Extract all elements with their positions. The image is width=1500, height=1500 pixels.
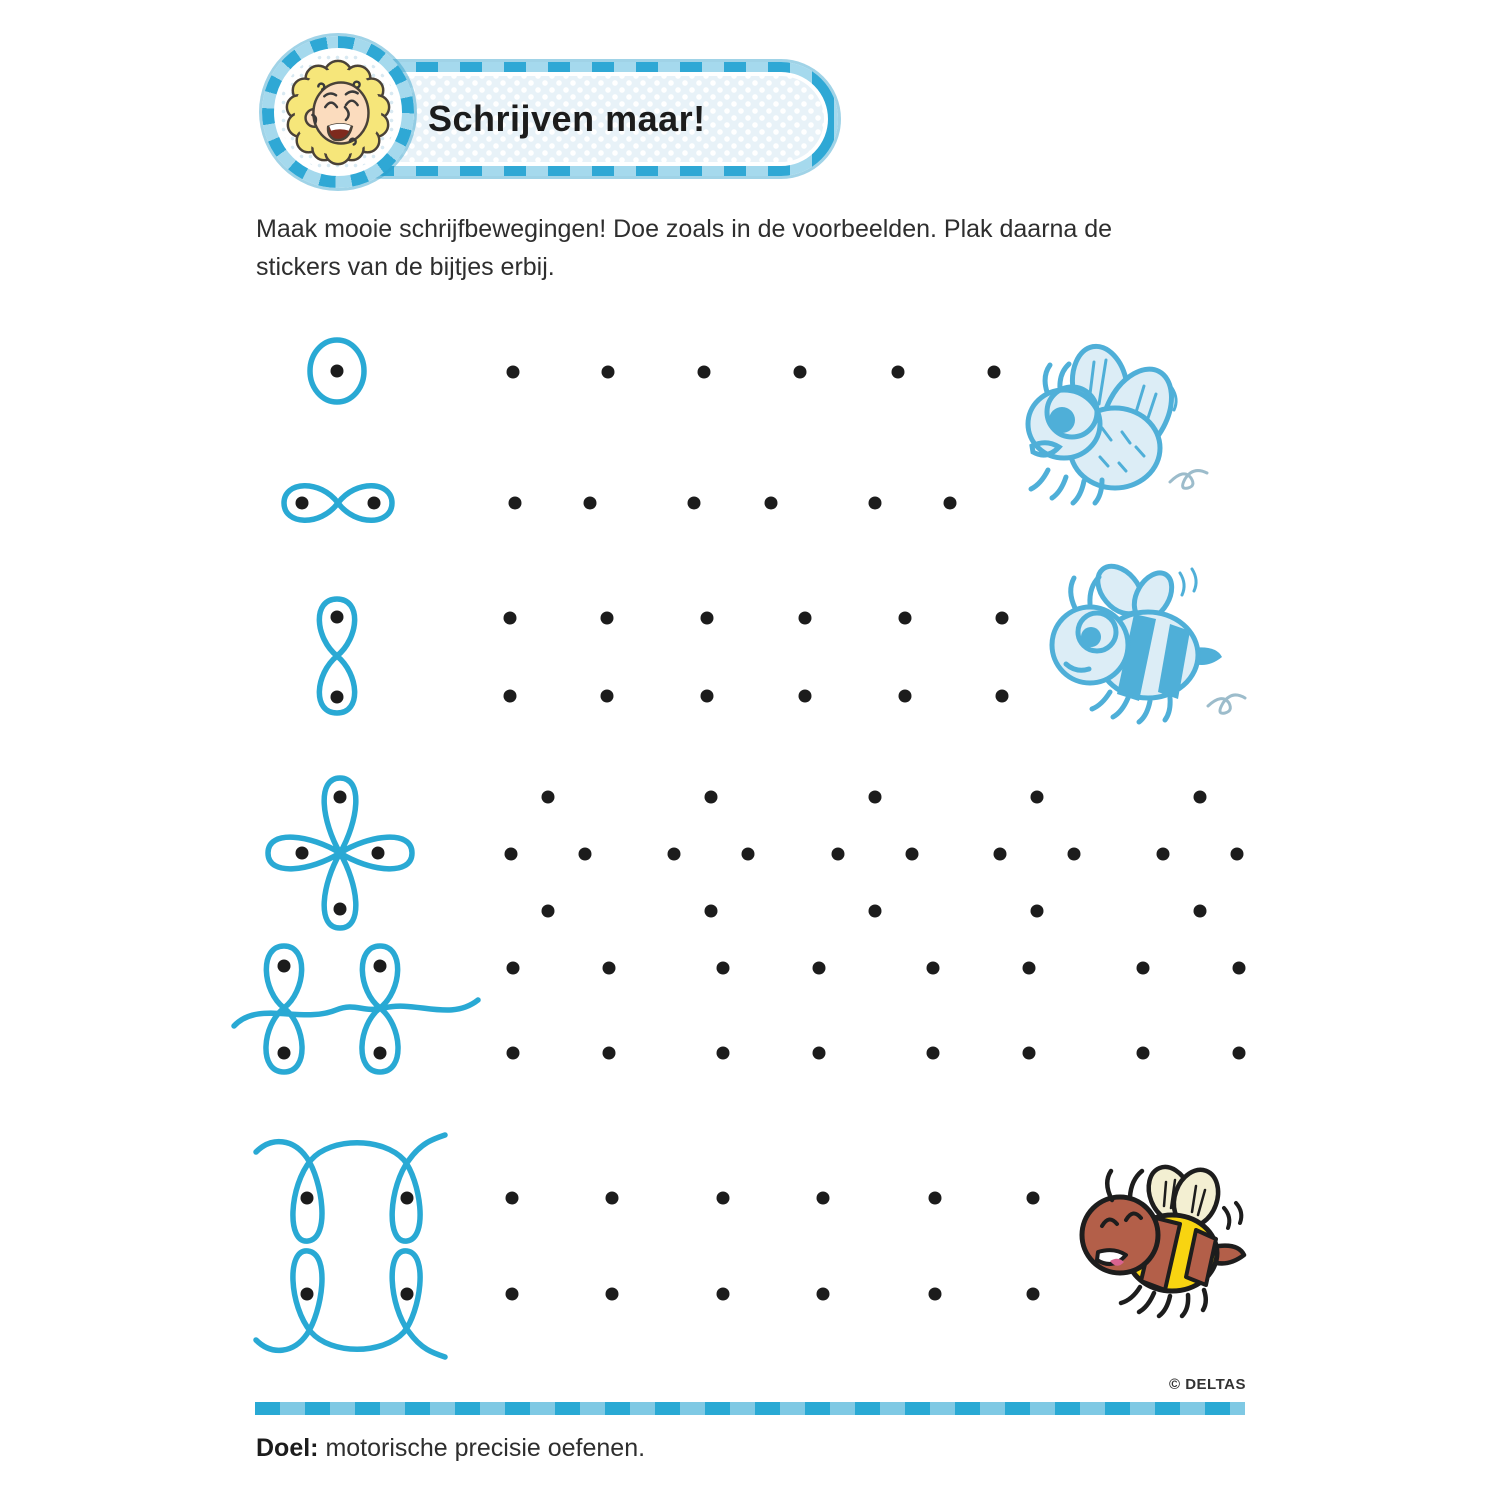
row-vertical-eight-target-dot <box>899 690 912 703</box>
row-circle-target-dot <box>602 366 615 379</box>
row-clover-target-dot <box>705 791 718 804</box>
row-arch-loops-target-dot <box>1027 1288 1040 1301</box>
instructions-line2: stickers van de bijtjes erbij. <box>256 253 555 281</box>
row-h-loop-target-dot <box>1137 962 1150 975</box>
row-clover-target-dot <box>742 848 755 861</box>
row-clover-target-dot <box>542 791 555 804</box>
row-horizontal-eight-target-dot <box>765 497 778 510</box>
row-arch-loops-target-dot <box>717 1192 730 1205</box>
row-circle-target-dot <box>794 366 807 379</box>
row-clover-target-dot <box>1231 848 1244 861</box>
row-vertical-eight-target-dot <box>996 690 1009 703</box>
row-arch-loops-target-dot <box>817 1288 830 1301</box>
row-h-loop-target-dot <box>1233 962 1246 975</box>
row-h-loop-target-dot <box>813 1047 826 1060</box>
row-circle-target-dot <box>507 366 520 379</box>
page-title: Schrijven maar! <box>428 98 706 139</box>
row-clover-target-dot <box>1157 848 1170 861</box>
example-vertical-eight-dot <box>331 691 344 704</box>
row-h-loop-target-dot <box>1233 1047 1246 1060</box>
example-h-loop-dot <box>374 960 387 973</box>
row-clover-target-dot <box>1031 905 1044 918</box>
row-vertical-eight-target-dot <box>601 612 614 625</box>
row-vertical-eight-target-dot <box>701 690 714 703</box>
row-h-loop-target-dot <box>813 962 826 975</box>
example-h-loop-dot <box>374 1047 387 1060</box>
row-clover-target-dot <box>869 905 882 918</box>
example-h-loop-dot <box>278 960 291 973</box>
row-vertical-eight-target-dot <box>701 612 714 625</box>
example-clover-dot <box>296 847 309 860</box>
row-horizontal-eight-target-dot <box>584 497 597 510</box>
goal-label: Doel: <box>256 1434 319 1462</box>
row-h-loop-target-dot <box>1023 1047 1036 1060</box>
row-clover-target-dot <box>1031 791 1044 804</box>
row-vertical-eight-target-dot <box>504 612 517 625</box>
example-arch-loops-dot <box>401 1288 414 1301</box>
row-h-loop-target-dot <box>507 1047 520 1060</box>
row-arch-loops-target-dot <box>506 1192 519 1205</box>
example-circle-dot <box>331 365 344 378</box>
row-horizontal-eight-target-dot <box>869 497 882 510</box>
row-vertical-eight-target-dot <box>996 612 1009 625</box>
row-clover-target-dot <box>1194 905 1207 918</box>
row-clover-target-dot <box>1194 791 1207 804</box>
copyright: © DELTAS <box>1169 1376 1246 1393</box>
goal-text: motorische precisie oefenen. <box>318 1434 646 1462</box>
row-vertical-eight-target-dot <box>504 690 517 703</box>
row-clover-target-dot <box>869 791 882 804</box>
row-vertical-eight-target-dot <box>899 612 912 625</box>
example-clover-dot <box>334 791 347 804</box>
row-arch-loops-target-dot <box>817 1192 830 1205</box>
row-arch-loops-target-dot <box>929 1288 942 1301</box>
row-h-loop-target-dot <box>927 962 940 975</box>
footer-stripe-divider <box>255 1402 1245 1415</box>
row-clover-target-dot <box>994 848 1007 861</box>
row-circle-target-dot <box>892 366 905 379</box>
row-vertical-eight-target-dot <box>799 690 812 703</box>
row-horizontal-eight-target-dot <box>944 497 957 510</box>
example-clover-dot <box>334 903 347 916</box>
instructions-line1: Maak mooie schrijfbewegingen! Doe zoals in de voorbeelden. Plak daarna de <box>256 215 1113 243</box>
row-clover-target-dot <box>668 848 681 861</box>
example-clover-dot <box>372 847 385 860</box>
row-h-loop-target-dot <box>1137 1047 1150 1060</box>
row-arch-loops-target-dot <box>606 1288 619 1301</box>
row-arch-loops-target-dot <box>929 1192 942 1205</box>
row-h-loop-target-dot <box>507 962 520 975</box>
row-h-loop-target-dot <box>603 1047 616 1060</box>
row-horizontal-eight-target-dot <box>688 497 701 510</box>
row-clover-target-dot <box>832 848 845 861</box>
row-h-loop-target-dot <box>717 1047 730 1060</box>
row-h-loop-target-dot <box>927 1047 940 1060</box>
example-h-loop-dot <box>278 1047 291 1060</box>
row-clover-target-dot <box>906 848 919 861</box>
example-horizontal-eight-dot <box>296 497 309 510</box>
row-vertical-eight-target-dot <box>799 612 812 625</box>
row-circle-target-dot <box>698 366 711 379</box>
row-arch-loops-target-dot <box>506 1288 519 1301</box>
row-clover-target-dot <box>705 905 718 918</box>
row-horizontal-eight-target-dot <box>509 497 522 510</box>
row-clover-target-dot <box>542 905 555 918</box>
row-arch-loops-target-dot <box>717 1288 730 1301</box>
row-h-loop-target-dot <box>603 962 616 975</box>
example-arch-loops-dot <box>301 1192 314 1205</box>
row-arch-loops-target-dot <box>1027 1192 1040 1205</box>
row-clover-target-dot <box>1068 848 1081 861</box>
row-h-loop-target-dot <box>717 962 730 975</box>
row-vertical-eight-target-dot <box>601 690 614 703</box>
row-circle-target-dot <box>988 366 1001 379</box>
row-clover-target-dot <box>579 848 592 861</box>
example-horizontal-eight-dot <box>368 497 381 510</box>
row-arch-loops-target-dot <box>606 1192 619 1205</box>
example-vertical-eight-dot <box>331 611 344 624</box>
row-h-loop-target-dot <box>1023 962 1036 975</box>
goal-line <box>256 1434 645 1463</box>
row-clover-target-dot <box>505 848 518 861</box>
example-arch-loops-dot <box>401 1192 414 1205</box>
example-arch-loops-dot <box>301 1288 314 1301</box>
